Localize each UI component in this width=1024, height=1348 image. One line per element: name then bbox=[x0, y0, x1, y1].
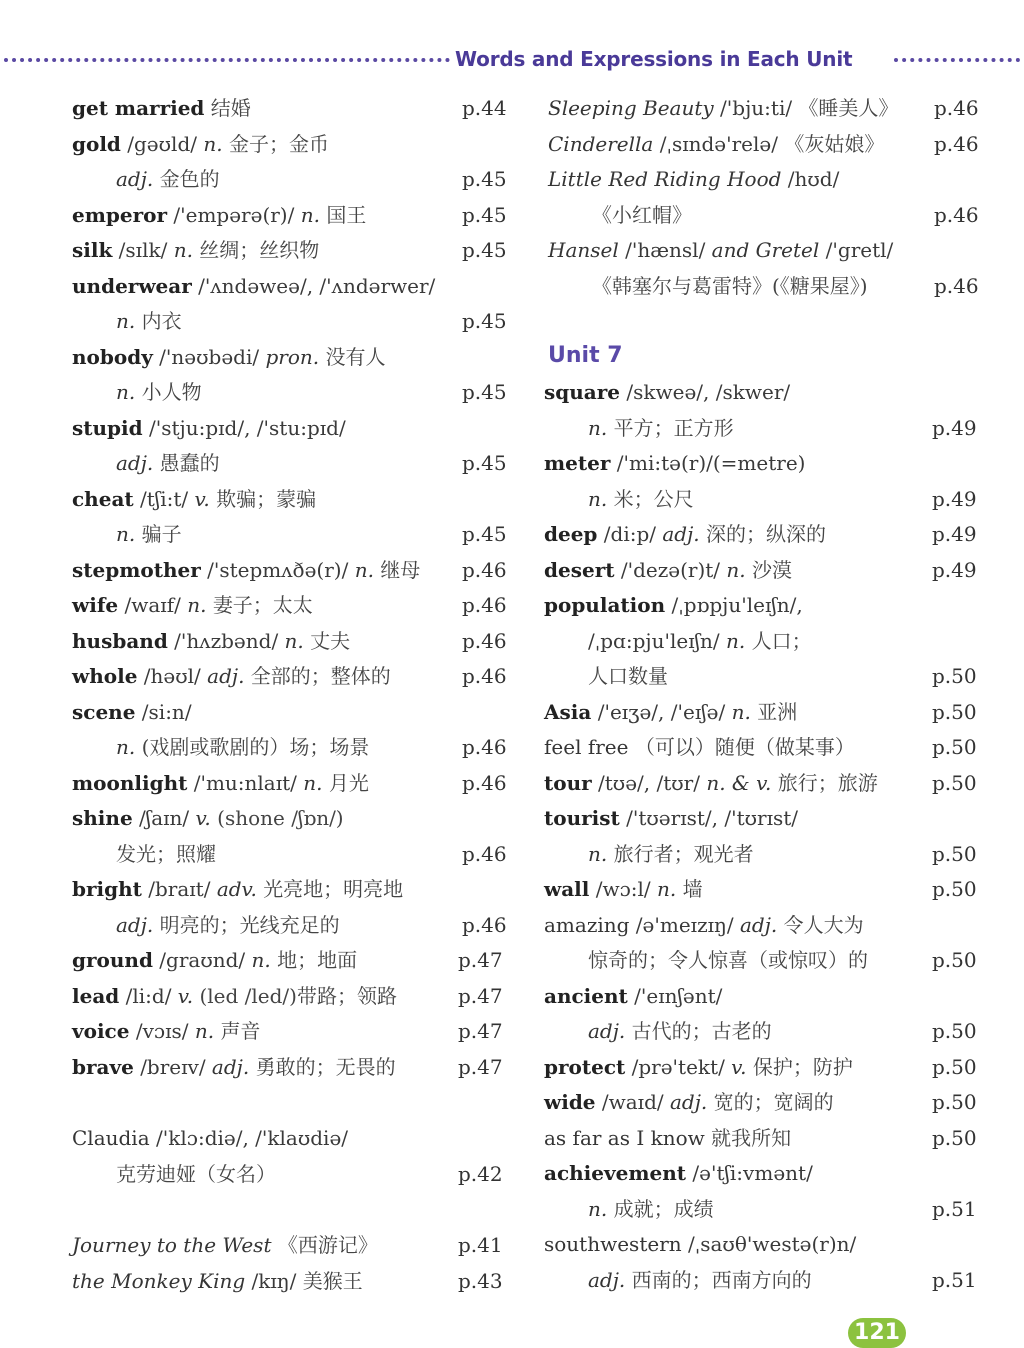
entry-word: husband bbox=[72, 628, 168, 653]
entry-row bbox=[72, 197, 366, 233]
entry-title: Hansel bbox=[548, 238, 619, 262]
entry-word: Claudia bbox=[72, 1126, 150, 1150]
entry-part-of-speech: n. bbox=[194, 1019, 215, 1043]
entry-word: silk bbox=[72, 238, 113, 262]
entry-phonetic: /'empərə(r)/ bbox=[173, 202, 295, 227]
entry-page-ref: p.49 bbox=[932, 557, 977, 582]
entry-row bbox=[72, 268, 435, 304]
entry-page-ref: p.46 bbox=[934, 96, 979, 120]
entry-page-ref: p.50 bbox=[932, 735, 977, 759]
entry-part-of-speech: n. bbox=[173, 238, 193, 262]
entry-title: Sleeping Beauty bbox=[548, 96, 714, 120]
entry-row bbox=[72, 978, 397, 1014]
entry-row bbox=[548, 232, 893, 268]
entry-phonetic: /kɪŋ/ bbox=[251, 1268, 297, 1293]
entry-page-ref: p.50 bbox=[932, 699, 977, 724]
entry-row bbox=[548, 90, 898, 126]
entry-row bbox=[544, 729, 855, 765]
entry-word: deep bbox=[544, 522, 598, 546]
entry-row bbox=[544, 871, 703, 907]
entry-phonetic: /'hænsl/ bbox=[625, 238, 706, 262]
entry-part-of-speech: n. bbox=[657, 877, 677, 901]
entry-definition: 平方；正方形 bbox=[613, 415, 734, 440]
entry-page-ref: p.46 bbox=[462, 628, 507, 653]
entry-row bbox=[72, 232, 319, 268]
entry-phonetic: /ˌsaʊθ'westə(r)n/ bbox=[688, 1232, 857, 1256]
entry-definition: (led /led/)带路；领路 bbox=[199, 983, 397, 1008]
entry-part-of-speech: adj. bbox=[588, 1267, 626, 1292]
entry-definition: 小人物 bbox=[141, 380, 202, 404]
entry-row bbox=[116, 445, 220, 481]
entry-page-ref: p.47 bbox=[458, 1054, 503, 1079]
entry-row bbox=[72, 1263, 363, 1299]
entry-phonetic: /ə'tʃi:vmənt/ bbox=[692, 1161, 813, 1185]
entry-part-of-speech: adj. bbox=[211, 1054, 250, 1079]
entry-row bbox=[544, 445, 805, 481]
entry-part-of-speech: n. bbox=[116, 309, 136, 333]
entry-part-of-speech: adv. bbox=[216, 877, 257, 901]
entry-definition: 美猴王 bbox=[302, 1268, 363, 1293]
entry-phonetic: /ə'meɪzɪŋ/ bbox=[635, 912, 734, 937]
entry-row bbox=[544, 374, 790, 410]
entry-word: amazing bbox=[544, 912, 630, 937]
entry-part-of-speech: n. bbox=[726, 557, 746, 582]
entry-page-ref: p.47 bbox=[458, 1019, 503, 1043]
entry-word: gold bbox=[72, 131, 121, 156]
entry-row bbox=[544, 516, 826, 552]
entry-part-of-speech: pron. bbox=[265, 344, 320, 369]
entry-row bbox=[588, 481, 694, 517]
entry-definition: 《睡美人》 bbox=[798, 96, 899, 120]
entry-row bbox=[72, 1227, 378, 1263]
entry-phonetic: /'eɪʒə/, /'eɪʃə/ bbox=[597, 699, 726, 724]
entry-definition: 成就；成绩 bbox=[613, 1196, 714, 1221]
entry-row bbox=[548, 126, 884, 162]
entry-row bbox=[72, 339, 385, 375]
entry-word: desert bbox=[544, 557, 615, 582]
entry-word: cheat bbox=[72, 486, 134, 511]
entry-row bbox=[588, 1191, 714, 1227]
entry-page-ref: p.50 bbox=[932, 1090, 977, 1114]
entry-page-ref: p.45 bbox=[462, 202, 507, 227]
entry-page-ref: p.46 bbox=[462, 912, 507, 937]
entry-row bbox=[544, 978, 722, 1014]
entry-phonetic-2: /'gretl/ bbox=[825, 238, 894, 262]
entry-page-ref: p.51 bbox=[932, 1267, 977, 1292]
entry-row bbox=[72, 1049, 396, 1085]
entry-word: tour bbox=[544, 770, 592, 795]
entry-word: brave bbox=[72, 1054, 134, 1079]
entry-definition: 愚蠢的 bbox=[159, 451, 220, 475]
entry-phonetic: /vɔɪs/ bbox=[135, 1019, 189, 1043]
entry-phonetic: /'bju:ti/ bbox=[720, 96, 793, 120]
entry-row bbox=[72, 90, 251, 126]
entry-word: ancient bbox=[544, 983, 628, 1008]
entry-phonetic: /graʊnd/ bbox=[159, 948, 246, 972]
entry-word: lead bbox=[72, 983, 120, 1008]
entry-part-of-speech: n. bbox=[203, 131, 223, 156]
entry-word: bright bbox=[72, 877, 142, 901]
entry-page-ref: p.46 bbox=[462, 664, 507, 688]
entry-row bbox=[544, 587, 803, 623]
entry-title: Cinderella bbox=[548, 131, 654, 156]
entry-definition: 旅行；旅游 bbox=[777, 770, 878, 795]
entry-row bbox=[588, 1013, 772, 1049]
entry-row bbox=[72, 1013, 260, 1049]
entry-part-of-speech: adj. bbox=[669, 1090, 708, 1114]
entry-definition: 人口； bbox=[751, 628, 812, 653]
entry-page-ref: p.49 bbox=[932, 486, 977, 511]
entry-definition: 克劳迪娅（女名） bbox=[116, 1161, 276, 1186]
entry-row bbox=[588, 836, 754, 872]
entry-phonetic: /wɔ:l/ bbox=[595, 877, 651, 901]
entry-definition: 国王 bbox=[326, 202, 367, 227]
entry-title-2: Gretel bbox=[755, 238, 820, 262]
entry-definition: 没有人 bbox=[325, 344, 386, 369]
entry-page-ref: p.47 bbox=[458, 948, 503, 972]
entry-part-of-speech: adj. bbox=[116, 912, 154, 937]
entry-row bbox=[544, 552, 792, 588]
entry-definition: 妻子；太太 bbox=[212, 593, 313, 617]
entry-phonetic: /waɪf/ bbox=[124, 593, 181, 617]
entry-page-ref: p.50 bbox=[932, 877, 977, 901]
entry-part-of-speech: v. bbox=[194, 486, 210, 511]
entry-definition: 《韩塞尔与葛雷特》(《糖果屋》) bbox=[592, 273, 868, 298]
entry-phonetic: /hʊd/ bbox=[787, 167, 840, 191]
entry-row bbox=[544, 1084, 834, 1120]
entry-part-of-speech: adj. bbox=[116, 167, 154, 191]
unit-heading: Unit 7 bbox=[548, 343, 623, 368]
page-number-badge: 121 bbox=[848, 1318, 906, 1348]
entry-row bbox=[116, 516, 182, 552]
entry-page-ref: p.41 bbox=[458, 1233, 503, 1257]
entry-word: get married bbox=[72, 96, 205, 120]
entry-page-ref: p.50 bbox=[932, 1054, 977, 1079]
entry-phonetic: /tʃi:t/ bbox=[140, 486, 189, 511]
entry-phonetic: /'mu:nlaɪt/ bbox=[193, 770, 297, 795]
entry-phonetic: /'nəʊbədi/ bbox=[159, 344, 260, 369]
entry-part-of-speech: adj. bbox=[739, 912, 778, 937]
entry-row bbox=[588, 658, 668, 694]
entry-row bbox=[592, 268, 868, 304]
entry-page-ref: p.50 bbox=[932, 948, 977, 972]
entry-part-of-speech: adj. bbox=[116, 451, 154, 475]
entry-definition: 内衣 bbox=[141, 309, 182, 333]
entry-part-of-speech: adj. bbox=[588, 1019, 626, 1043]
entry-page-ref: p.46 bbox=[934, 202, 979, 227]
entry-row bbox=[72, 1120, 348, 1156]
entry-phonetic: /'hʌzbənd/ bbox=[174, 628, 279, 653]
entry-definition: 地；地面 bbox=[277, 948, 358, 972]
entry-phonetic: /'klɔ:diə/, /'klaʊdiə/ bbox=[156, 1126, 349, 1150]
entry-definition: （可以）随便（做某事） bbox=[634, 735, 855, 759]
entry-phonetic: /ˌpɑ:pju'leɪʃn/ bbox=[588, 628, 720, 653]
entry-word: moonlight bbox=[72, 770, 188, 795]
entry-word: underwear bbox=[72, 273, 192, 298]
entry-row bbox=[544, 800, 798, 836]
entry-phonetic: /'stju:pɪd/, /'stu:pɪd/ bbox=[148, 415, 346, 440]
entry-word: southwestern bbox=[544, 1232, 682, 1256]
entry-definition: 欺骗；蒙骗 bbox=[216, 486, 317, 511]
entry-row bbox=[588, 942, 868, 978]
entry-definition: 继母 bbox=[380, 557, 421, 582]
entry-phonetic: /'dezə(r)t/ bbox=[620, 557, 721, 582]
entry-row bbox=[544, 1120, 791, 1156]
entry-row bbox=[588, 623, 812, 659]
entry-phonetic: /həʊl/ bbox=[143, 664, 201, 688]
entry-phonetic: /ʃaɪn/ bbox=[139, 806, 190, 830]
entry-definition: 月光 bbox=[328, 770, 369, 795]
entry-part-of-speech: n. bbox=[303, 770, 323, 795]
entry-phonetic: /li:d/ bbox=[125, 983, 172, 1008]
entry-definition: 保护；防护 bbox=[752, 1054, 853, 1079]
entry-row bbox=[116, 907, 340, 943]
entry-row bbox=[544, 1049, 853, 1085]
entry-word: Asia bbox=[544, 699, 592, 724]
entry-part-of-speech: n. bbox=[354, 557, 374, 582]
entry-part-of-speech: n. bbox=[116, 522, 136, 546]
entry-part-of-speech: n. bbox=[726, 628, 746, 653]
entry-part-of-speech: n. bbox=[588, 841, 608, 866]
entry-part-of-speech: n. bbox=[588, 415, 608, 440]
entry-conjunction: and bbox=[711, 238, 750, 262]
entry-phonetic: /'stepmʌðə(r)/ bbox=[207, 557, 349, 582]
entry-row bbox=[72, 587, 313, 623]
entry-word: stupid bbox=[72, 415, 143, 440]
entry-phonetic: /skweə/, /skwer/ bbox=[626, 380, 791, 404]
entry-part-of-speech: n. bbox=[116, 735, 136, 759]
entry-definition: 沙漠 bbox=[752, 557, 792, 582]
entry-row bbox=[588, 410, 734, 446]
entry-word: wall bbox=[544, 877, 590, 901]
entry-phonetic: /braɪt/ bbox=[148, 877, 211, 901]
entry-row bbox=[544, 694, 797, 730]
entry-definition: 明亮的；光线充足的 bbox=[159, 912, 340, 937]
entry-phonetic: /'tʊərɪst/, /'tʊrɪst/ bbox=[626, 806, 799, 830]
entry-page-ref: p.51 bbox=[932, 1196, 977, 1221]
entry-page-ref: p.46 bbox=[462, 735, 507, 759]
entry-page-ref: p.45 bbox=[462, 309, 507, 333]
page-header bbox=[0, 44, 1024, 74]
entry-row bbox=[116, 729, 369, 765]
entry-row bbox=[116, 161, 220, 197]
entry-row bbox=[72, 800, 344, 836]
entry-definition: (戏剧或歌剧的）场；场景 bbox=[141, 735, 370, 759]
entry-row bbox=[72, 765, 369, 801]
entry-definition: 声音 bbox=[220, 1019, 261, 1043]
entry-definition: 金子；金币 bbox=[228, 131, 329, 156]
entry-page-ref: p.50 bbox=[932, 664, 977, 688]
entry-phonetic: /ˌsɪndə'relə/ bbox=[659, 131, 778, 156]
header-dotted-rule-left bbox=[4, 58, 450, 62]
entry-definition: 旅行者；观光者 bbox=[613, 841, 754, 866]
entry-definition: 《灰姑娘》 bbox=[784, 131, 885, 156]
entry-phonetic: /'eɪnʃənt/ bbox=[634, 983, 723, 1008]
entry-row bbox=[72, 481, 316, 517]
entry-definition: 人口数量 bbox=[588, 664, 668, 688]
entry-definition: 惊奇的；令人惊喜（或惊叹）的 bbox=[588, 948, 868, 972]
entry-page-ref: p.50 bbox=[932, 1019, 977, 1043]
header-title: Words and Expressions in Each Unit bbox=[455, 47, 853, 71]
entry-word: emperor bbox=[72, 202, 168, 227]
entry-page-ref: p.44 bbox=[462, 96, 507, 120]
entry-word: achievement bbox=[544, 1161, 687, 1185]
entry-definition: 结婚 bbox=[210, 96, 251, 120]
entry-definition: (shone /ʃɒn/) bbox=[217, 806, 344, 830]
entry-part-of-speech: n. bbox=[588, 1196, 608, 1221]
entry-row bbox=[72, 410, 346, 446]
entry-part-of-speech: n. bbox=[187, 593, 207, 617]
entry-page-ref: p.49 bbox=[932, 522, 977, 546]
entry-definition: 米；公尺 bbox=[613, 486, 694, 511]
entry-part-of-speech: n. bbox=[300, 202, 320, 227]
entry-definition: 《小红帽》 bbox=[592, 202, 692, 227]
entry-title: the Monkey King bbox=[72, 1268, 246, 1293]
entry-word: voice bbox=[72, 1019, 130, 1043]
entry-phonetic: /waɪd/ bbox=[601, 1090, 664, 1114]
entry-row bbox=[592, 197, 692, 233]
entry-word: square bbox=[544, 380, 621, 404]
entry-page-ref: p.46 bbox=[934, 131, 979, 156]
entry-row bbox=[116, 303, 182, 339]
entry-row bbox=[588, 1262, 812, 1298]
entry-row bbox=[116, 1156, 276, 1192]
entry-part-of-speech: n. bbox=[588, 486, 608, 511]
entry-part-of-speech: adj. bbox=[662, 522, 700, 546]
entry-definition: 令人大为 bbox=[783, 912, 864, 937]
entry-page-ref: p.46 bbox=[462, 770, 507, 795]
entry-page-ref: p.47 bbox=[458, 983, 503, 1008]
entry-page-ref: p.45 bbox=[462, 380, 507, 404]
entry-part-of-speech: n. & v. bbox=[706, 770, 772, 795]
entry-definition: 光亮地；明亮地 bbox=[263, 877, 404, 901]
entry-part-of-speech: v. bbox=[177, 983, 194, 1008]
entry-word: ground bbox=[72, 948, 153, 972]
entry-page-ref: p.46 bbox=[934, 273, 979, 298]
entry-phonetic: /'mi:tə(r)/(=metre) bbox=[616, 451, 806, 475]
entry-row bbox=[116, 836, 216, 872]
entry-phonetic: /gəʊld/ bbox=[127, 131, 197, 156]
entry-phonetic: /'ʌndəweə/, /'ʌndərwer/ bbox=[198, 273, 436, 298]
entry-definition: 金色的 bbox=[159, 167, 220, 191]
entry-page-ref: p.46 bbox=[462, 557, 507, 582]
entry-page-ref: p.50 bbox=[932, 770, 977, 795]
entry-word: as far as I know bbox=[544, 1125, 705, 1150]
entry-definition: 丝绸；丝织物 bbox=[199, 238, 320, 262]
entry-word: feel free bbox=[544, 735, 629, 759]
entry-word: wide bbox=[544, 1090, 596, 1114]
entry-page-ref: p.46 bbox=[462, 841, 507, 866]
entry-definition: 发光；照耀 bbox=[116, 841, 216, 866]
entry-phonetic: /ˌpɒpju'leɪʃn/, bbox=[671, 593, 803, 617]
entry-definition: 深的；纵深的 bbox=[706, 522, 827, 546]
entry-page-ref: p.50 bbox=[932, 841, 977, 866]
entry-part-of-speech: n. bbox=[251, 948, 271, 972]
entry-page-ref: p.43 bbox=[458, 1268, 503, 1293]
entry-row bbox=[544, 1155, 813, 1191]
entry-word: nobody bbox=[72, 344, 153, 369]
entry-definition: 古代的；古老的 bbox=[631, 1019, 772, 1043]
entry-definition: 《西游记》 bbox=[277, 1233, 378, 1257]
entry-row bbox=[116, 374, 202, 410]
entry-phonetic: /di:p/ bbox=[603, 522, 656, 546]
entry-word: meter bbox=[544, 451, 611, 475]
entry-definition: 西南的；西南方向的 bbox=[631, 1267, 812, 1292]
entry-page-ref: p.45 bbox=[462, 522, 507, 546]
entry-word: tourist bbox=[544, 806, 620, 830]
entry-part-of-speech: adj. bbox=[207, 664, 245, 688]
entry-page-ref: p.50 bbox=[932, 1125, 977, 1150]
entry-title: Little Red Riding Hood bbox=[548, 167, 782, 191]
header-dotted-rule-right bbox=[894, 58, 1020, 62]
entry-part-of-speech: n. bbox=[284, 628, 304, 653]
entry-phonetic: /si:n/ bbox=[141, 699, 192, 724]
entry-row bbox=[72, 623, 350, 659]
entry-phonetic: /breɪv/ bbox=[140, 1054, 206, 1079]
entry-phonetic: /tʊə/, /tʊr/ bbox=[598, 770, 700, 795]
entry-row bbox=[544, 907, 864, 943]
entry-row bbox=[72, 694, 192, 730]
entry-row bbox=[544, 1226, 856, 1262]
entry-row bbox=[72, 942, 357, 978]
entry-definition: 勇敢的；无畏的 bbox=[255, 1054, 396, 1079]
entry-row bbox=[72, 552, 420, 588]
entry-definition: 亚洲 bbox=[757, 699, 798, 724]
entry-definition: 就我所知 bbox=[711, 1125, 792, 1150]
entry-definition: 墙 bbox=[682, 877, 703, 901]
entry-word: scene bbox=[72, 699, 136, 724]
entry-page-ref: p.49 bbox=[932, 415, 977, 440]
entry-word: shine bbox=[72, 806, 133, 830]
entry-page-ref: p.46 bbox=[462, 593, 507, 617]
entry-row bbox=[72, 658, 391, 694]
entry-title: Journey to the West bbox=[72, 1233, 272, 1257]
entry-part-of-speech: n. bbox=[116, 380, 136, 404]
entry-phonetic: /prə'tekt/ bbox=[631, 1054, 725, 1079]
entry-word: wife bbox=[72, 593, 119, 617]
entry-word: stepmother bbox=[72, 557, 201, 582]
entry-word: population bbox=[544, 593, 666, 617]
entry-word: whole bbox=[72, 664, 138, 688]
entry-page-ref: p.45 bbox=[462, 451, 507, 475]
entry-row bbox=[72, 126, 329, 162]
entry-definition: 骗子 bbox=[141, 522, 182, 546]
entry-word: protect bbox=[544, 1054, 626, 1079]
entry-part-of-speech: v. bbox=[195, 806, 211, 830]
entry-definition: 宽的；宽阔的 bbox=[713, 1090, 834, 1114]
entry-row bbox=[544, 765, 878, 801]
entry-part-of-speech: v. bbox=[731, 1054, 747, 1079]
entry-row bbox=[548, 161, 839, 197]
entry-phonetic: /sɪlk/ bbox=[118, 238, 168, 262]
entry-page-ref: p.45 bbox=[462, 167, 507, 191]
entry-part-of-speech: n. bbox=[731, 699, 751, 724]
entry-definition: 全部的；整体的 bbox=[250, 664, 391, 688]
entry-page-ref: p.42 bbox=[458, 1161, 503, 1186]
entry-page-ref: p.45 bbox=[462, 238, 507, 262]
entry-row bbox=[72, 871, 403, 907]
entry-definition: 丈夫 bbox=[310, 628, 351, 653]
